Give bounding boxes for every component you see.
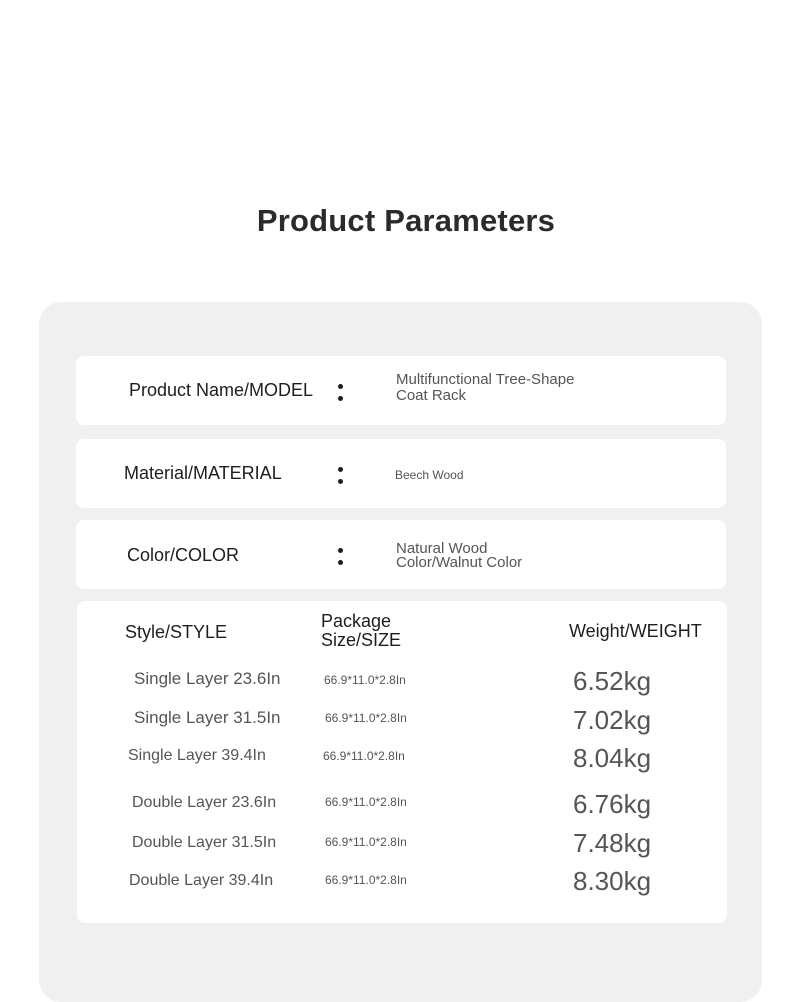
table-cell-weight: 7.48kg <box>573 828 652 858</box>
table-cell-size: 66.9*11.0*2.8In <box>325 795 407 809</box>
table-cell-size: 66.9*11.0*2.8In <box>324 673 406 687</box>
table-cell-weight: 7.02kg <box>573 705 652 735</box>
table-cell-weight: 8.04kg <box>573 743 652 773</box>
table-cell-size: 66.9*11.0*2.8In <box>325 873 407 887</box>
param-value: Beech Wood <box>395 468 464 482</box>
table-cell-weight: 8.30kg <box>573 866 652 896</box>
colon-separator <box>338 463 344 489</box>
page-title: Product Parameters <box>256 203 556 238</box>
table-cell-size: 66.9*11.0*2.8In <box>325 835 407 849</box>
param-row-material <box>76 439 726 508</box>
table-cell-size: 66.9*11.0*2.8In <box>323 749 405 763</box>
table-header-size: Package Size/SIZE <box>321 611 402 650</box>
table-cell-size: 66.9*11.0*2.8In <box>325 711 407 725</box>
param-row-product-name <box>76 356 726 425</box>
table-cell-style: Single Layer 23.6In <box>134 669 281 688</box>
table-cell-weight: 6.52kg <box>573 666 652 696</box>
table-cell-style: Double Layer 23.6In <box>132 794 277 811</box>
param-label: Material/MATERIAL <box>124 463 282 483</box>
colon-separator <box>338 380 344 406</box>
table-cell-style: Single Layer 39.4In <box>128 747 266 764</box>
param-row-color <box>76 520 726 589</box>
param-label: Color/COLOR <box>127 545 240 565</box>
param-value: Natural Wood Color/Walnut Color <box>396 540 523 571</box>
param-label: Product Name/MODEL <box>129 380 314 400</box>
weight-table <box>77 601 727 923</box>
table-header-style: Style/STYLE <box>125 622 228 642</box>
table-header-weight: Weight/WEIGHT <box>569 621 702 641</box>
param-value: Multifunctional Tree-Shape Coat Rack <box>396 371 575 404</box>
colon-separator <box>338 544 344 570</box>
table-cell-style: Double Layer 31.5In <box>132 834 277 851</box>
table-cell-style: Single Layer 31.5In <box>134 708 281 727</box>
table-cell-weight: 6.76kg <box>573 789 652 819</box>
table-cell-style: Double Layer 39.4In <box>129 872 274 889</box>
